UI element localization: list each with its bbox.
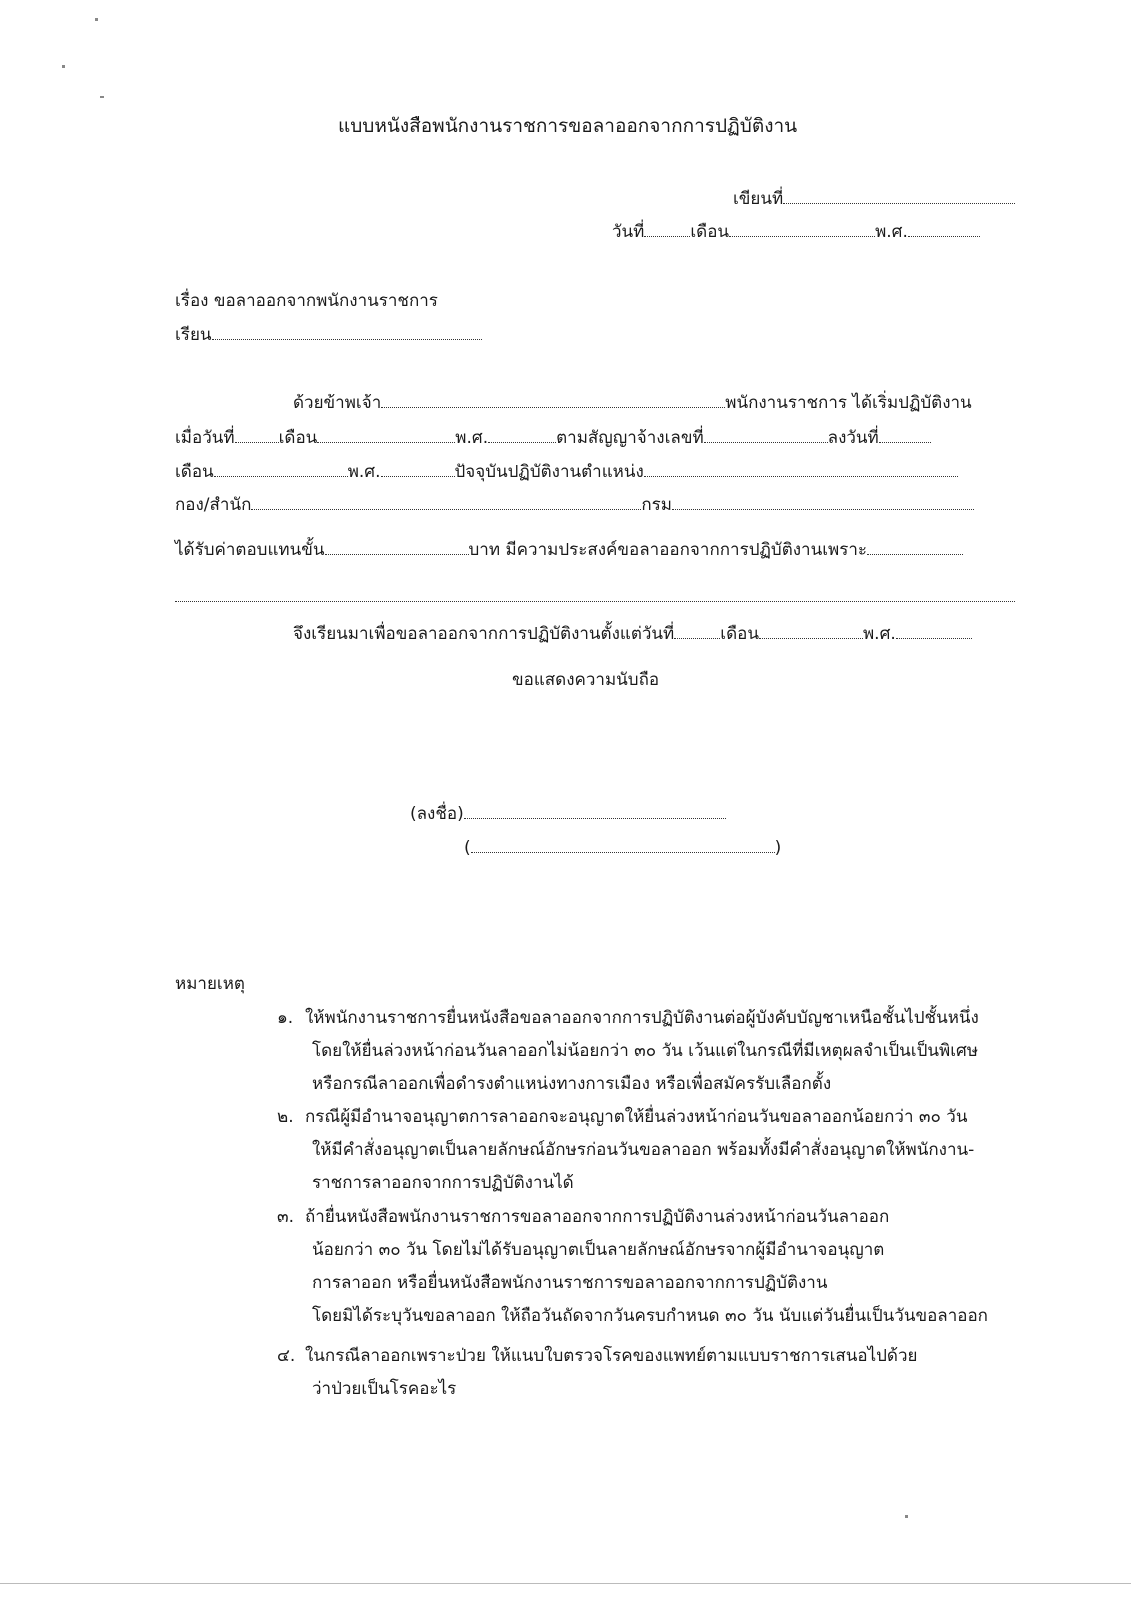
contract-no-label: ตามสัญญาจ้างเลขที่ xyxy=(556,428,704,448)
pay-level-label: ได้รับค่าตอบแทนขั้น xyxy=(175,540,325,560)
division-field[interactable] xyxy=(251,508,641,510)
note-3-text: ถ้ายื่นหนังสือพนักงานราชการขอลาออกจากการปฏิบัติงานล่วงหน้าก่อนวันลาออก xyxy=(305,1207,890,1227)
contract-month-label: เดือน xyxy=(175,462,214,482)
scan-speck xyxy=(100,96,104,98)
position-label: ปัจจุบันปฏิบัติงานตำแหน่ง xyxy=(454,462,644,482)
start-day-label: เมื่อวันที่ xyxy=(175,428,235,448)
open-paren: ( xyxy=(464,838,471,858)
start-year-field[interactable] xyxy=(488,441,556,443)
note-1-line-3: หรือกรณีลาออกเพื่อดำรงตำแหน่งทางการเมือง หรือเพื่อสมัครรับเลือกตั้ง xyxy=(312,1074,832,1094)
body-line-6 xyxy=(175,589,1015,606)
name-field[interactable] xyxy=(381,406,725,408)
written-at-row xyxy=(733,191,1015,208)
start-month-label: เดือน xyxy=(278,428,318,448)
resign-year-label: พ.ศ. xyxy=(862,624,896,644)
note-2-line-2: ให้มีคำสั่งอนุญาตเป็นลายลักษณ์อักษรก่อนวันขอลาออก พร้อมทั้งมีคำสั่งอนุญาตให้พนักงาน- xyxy=(312,1140,975,1160)
printed-name-row xyxy=(464,840,781,857)
start-year-label: พ.ศ. xyxy=(455,428,489,448)
signature-field[interactable] xyxy=(464,817,726,819)
division-label: กอง/สำนัก xyxy=(175,495,252,515)
note-1-line-2: โดยให้ยื่นล่วงหน้าก่อนวันลาออกไม่น้อยกว่า ๓๐ วัน เว้นแต่ในกรณีที่มีเหตุผลจำเป็นเป็นพิเศษ xyxy=(312,1041,979,1061)
body-line-1 xyxy=(293,395,972,412)
contract-year-label: พ.ศ. xyxy=(347,462,381,482)
note-4-line-2: ว่าป่วยเป็นโรคอะไร xyxy=(312,1379,457,1399)
written-at-label: เขียนที่ xyxy=(733,189,784,209)
body-line-4 xyxy=(175,497,974,514)
signature-label: (ลงชื่อ) xyxy=(410,804,464,824)
department-label: กรม xyxy=(641,495,673,515)
pay-level-field[interactable] xyxy=(325,553,469,555)
body-line-3 xyxy=(175,464,958,481)
scan-speck xyxy=(95,18,98,21)
scan-edge-line xyxy=(0,1583,1131,1584)
start-month-field[interactable] xyxy=(317,441,455,443)
note-3-line-3: การลาออก หรือยื่นหนังสือพนักงานราชการขอลาออกจากการปฏิบัติงาน xyxy=(312,1273,828,1293)
printed-name-field[interactable] xyxy=(471,851,775,853)
date-row xyxy=(612,224,980,241)
note-2-line-1 xyxy=(277,1109,967,1126)
contract-no-field[interactable] xyxy=(704,441,828,443)
contract-date-field[interactable] xyxy=(879,441,931,443)
resign-from-label: จึงเรียนมาเพื่อขอลาออกจากการปฏิบัติงานตั้งแต่วันที่ xyxy=(293,624,675,644)
name-label: ด้วยข้าพเจ้า xyxy=(293,393,382,413)
contract-month-field[interactable] xyxy=(214,475,348,477)
date-label: วันที่ xyxy=(612,222,645,242)
note-3-line-1 xyxy=(277,1209,889,1226)
position-field[interactable] xyxy=(644,475,958,477)
document-title: แบบหนังสือพนักงานราชการขอลาออกจากการปฏิบัติงาน xyxy=(338,115,798,137)
contract-year-field[interactable] xyxy=(381,475,455,477)
scan-speck xyxy=(905,1515,908,1518)
resign-month-field[interactable] xyxy=(759,637,863,639)
to-label: เรียน xyxy=(175,325,212,345)
subject-line: เรื่อง ขอลาออกจากพนักงานราชการ xyxy=(175,291,438,311)
date-month-field[interactable] xyxy=(729,235,875,237)
note-2-text: กรณีผู้มีอำนาจอนุญาตการลาออกจะอนุญาตให้ยื่นล่วงหน้าก่อนวันขอลาออกน้อยกว่า ๓๐ วัน xyxy=(305,1107,968,1127)
written-at-field[interactable] xyxy=(783,202,1015,204)
to-field[interactable] xyxy=(212,338,482,340)
resign-year-field[interactable] xyxy=(896,637,972,639)
body-line-7 xyxy=(293,626,972,643)
note-1-number: ๑. xyxy=(277,1008,294,1028)
scan-speck xyxy=(62,65,65,68)
note-4-line-1 xyxy=(277,1348,917,1365)
reason-field[interactable] xyxy=(867,553,963,555)
start-day-field[interactable] xyxy=(235,441,279,443)
reason-label: บาท มีความประสงค์ขอลาออกจากการปฏิบัติงานเพราะ xyxy=(468,540,868,560)
to-row xyxy=(175,327,482,344)
contract-date-label: ลงวันที่ xyxy=(827,428,879,448)
date-day-field[interactable] xyxy=(644,235,690,237)
note-2-number: ๒. xyxy=(277,1107,294,1127)
note-3-line-4: โดยมิได้ระบุวันขอลาออก ให้ถือวันถัดจากวันครบกำหนด ๓๐ วัน นับแต่วันยื่นเป็นวันขอลาออก xyxy=(312,1306,988,1326)
note-1-line-1 xyxy=(277,1010,979,1027)
note-3-line-2: น้อยกว่า ๓๐ วัน โดยไม่ได้รับอนุญาตเป็นลายลักษณ์อักษรจากผู้มีอำนาจอนุญาต xyxy=(312,1240,885,1260)
date-year-field[interactable] xyxy=(908,235,980,237)
resign-day-field[interactable] xyxy=(674,637,720,639)
department-field[interactable] xyxy=(672,508,974,510)
date-year-label: พ.ศ. xyxy=(875,222,908,242)
note-1-text: ให้พนักงานราชการยื่นหนังสือขอลาออกจากการปฏิบัติงานต่อผู้บังคับบัญชาเหนือชั้นไปชั้นหนึ่ง xyxy=(305,1008,979,1028)
employee-start-label: พนักงานราชการ ได้เริ่มปฏิบัติงาน xyxy=(725,393,972,413)
note-2-line-3: ราชการลาออกจากการปฏิบัติงานได้ xyxy=(312,1173,574,1193)
closing: ขอแสดงความนับถือ xyxy=(512,670,660,690)
note-4-text: ในกรณีลาออกเพราะป่วย ให้แนบใบตรวจโรคของแพทย์ตามแบบราชการเสนอไปด้วย xyxy=(305,1346,918,1366)
body-line-5 xyxy=(175,542,963,559)
close-paren: ) xyxy=(774,838,782,858)
date-month-label: เดือน xyxy=(690,222,730,242)
note-4-number: ๔. xyxy=(277,1346,296,1366)
notes-heading: หมายเหตุ xyxy=(175,974,245,994)
note-3-number: ๓. xyxy=(277,1207,295,1227)
resign-month-label: เดือน xyxy=(720,624,759,644)
body-line-2 xyxy=(175,430,931,447)
signature-row xyxy=(410,806,726,823)
reason-continued-field[interactable] xyxy=(175,600,1015,602)
